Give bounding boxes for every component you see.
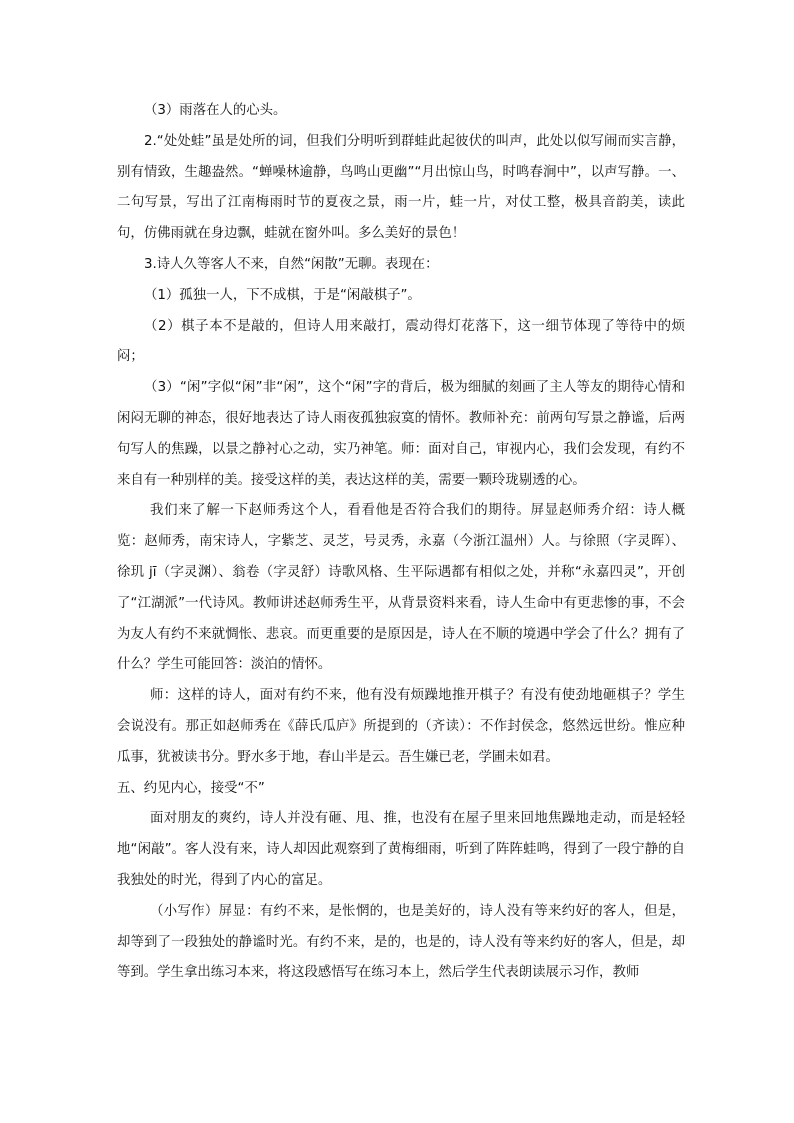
paragraph-teacher-question: 师：这样的诗人，面对有约不来，他有没有烦躁地推开棋子？有没有使劲地砸棋子？学生会说没有。那正如赵师秀在《薛氏瓜庐》所提到的（齐读）：不作封侯念，悠然远世纷。惟应种瓜事，犹被读书分。野水多于地，春山半是云。吾生嫌已老，学圃未如君。 — [117, 688, 685, 765]
paragraph-facing-friend: 面对朋友的爽约，诗人并没有砸、甩、推，也没有在屋子里来回地焦躁地走动，而是轻轻地“闲敲”。客人没有来，诗人却因此观察到了黄梅细雨，听到了阵阵蛙鸣，得到了一段宁静的自我独处的时光，得到了内心的富足。 — [117, 811, 685, 888]
paragraph-small-writing: （小写作）屏显：有约不来，是怅惘的，也是美好的，诗人没有等来约好的客人，但是，却等到了一段独处的静谧时光。有约不来，是的，也是的，诗人没有等来约好的客人，但是，却等到。学生拿出练习本来，将这段感悟写在练习本上，然后学生代表朗读展示习作，教师 — [117, 903, 685, 981]
paragraph-zhao-intro: 我们来了解一下赵师秀这个人，看看他是否符合我们的期待。屏显赵师秀介绍：诗人概览：赵师秀，南宋诗人，字紫芝、灵芝，号灵秀，永嘉（今浙江温州）人。与徐照（字灵晖）、徐玑 jī（字灵渊）、翁卷（字灵舒）诗歌风格、生平际遇都有相似之处，并称“永嘉四灵”，开创了“江湖派”一代诗风。教师讲述赵师秀生平，从背景资料来看，诗人生命中有更悲惨的事，不会为友人有约不来就惆怅、悲哀。而更重要的是原因是，诗人在不顺的境遇中学会了什么？拥有了什么？学生可能回答：淡泊的情怀。 — [117, 503, 685, 673]
paragraph-point-3: 3.诗人久等客人不来，自然“闲散”无聊。表现在： — [144, 256, 439, 272]
paragraph-item-3: （3）雨落在人的心头。 — [144, 103, 287, 118]
paragraph-item-2: （2）棋子本不是敲的，但诗人用来敲打，震动得灯花落下，这一细节体现了等待中的烦闷； — [117, 318, 685, 365]
section-heading-5: 五、约见内心，接受“不” — [117, 780, 265, 796]
paragraph-point-2: 2.“处处蛙”虽是处所的词，但我们分明听到群蛙此起彼伏的叫声，此处以似写闹而实言静，别有情致，生趣盎然。“蝉噪林逾静，鸟鸣山更幽”“月出惊山鸟，时鸣春涧中”，以声写静。一、二句写景，写出了江南梅雨时节的夏夜之景，雨一片，蛙一片，对仗工整，极具音韵美，读此句，仿佛雨就在身边飘，蛙就在窗外叫。多么美好的景色！ — [117, 133, 685, 242]
paragraph-item-3b: （3）“闲”字似“闲”非“闲”，这个“闲”字的背后，极为细腻的刻画了主人等友的期待心情和闲闷无聊的神态，很好地表达了诗人雨夜孤独寂寞的情怀。教师补充：前两句写景之静谧，后两句写人的焦躁，以景之静衬心之动，实乃神笔。师：面对自己，审视内心，我们会发现，有约不来自有一种别样的美。接受这样的美，表达这样的美，需要一颗玲珑剔透的心。 — [117, 380, 685, 488]
document-page — [117, 96, 685, 989]
paragraph-item-1: （1）孤独一人，下不成棋，于是“闲敲棋子”。 — [144, 287, 421, 303]
